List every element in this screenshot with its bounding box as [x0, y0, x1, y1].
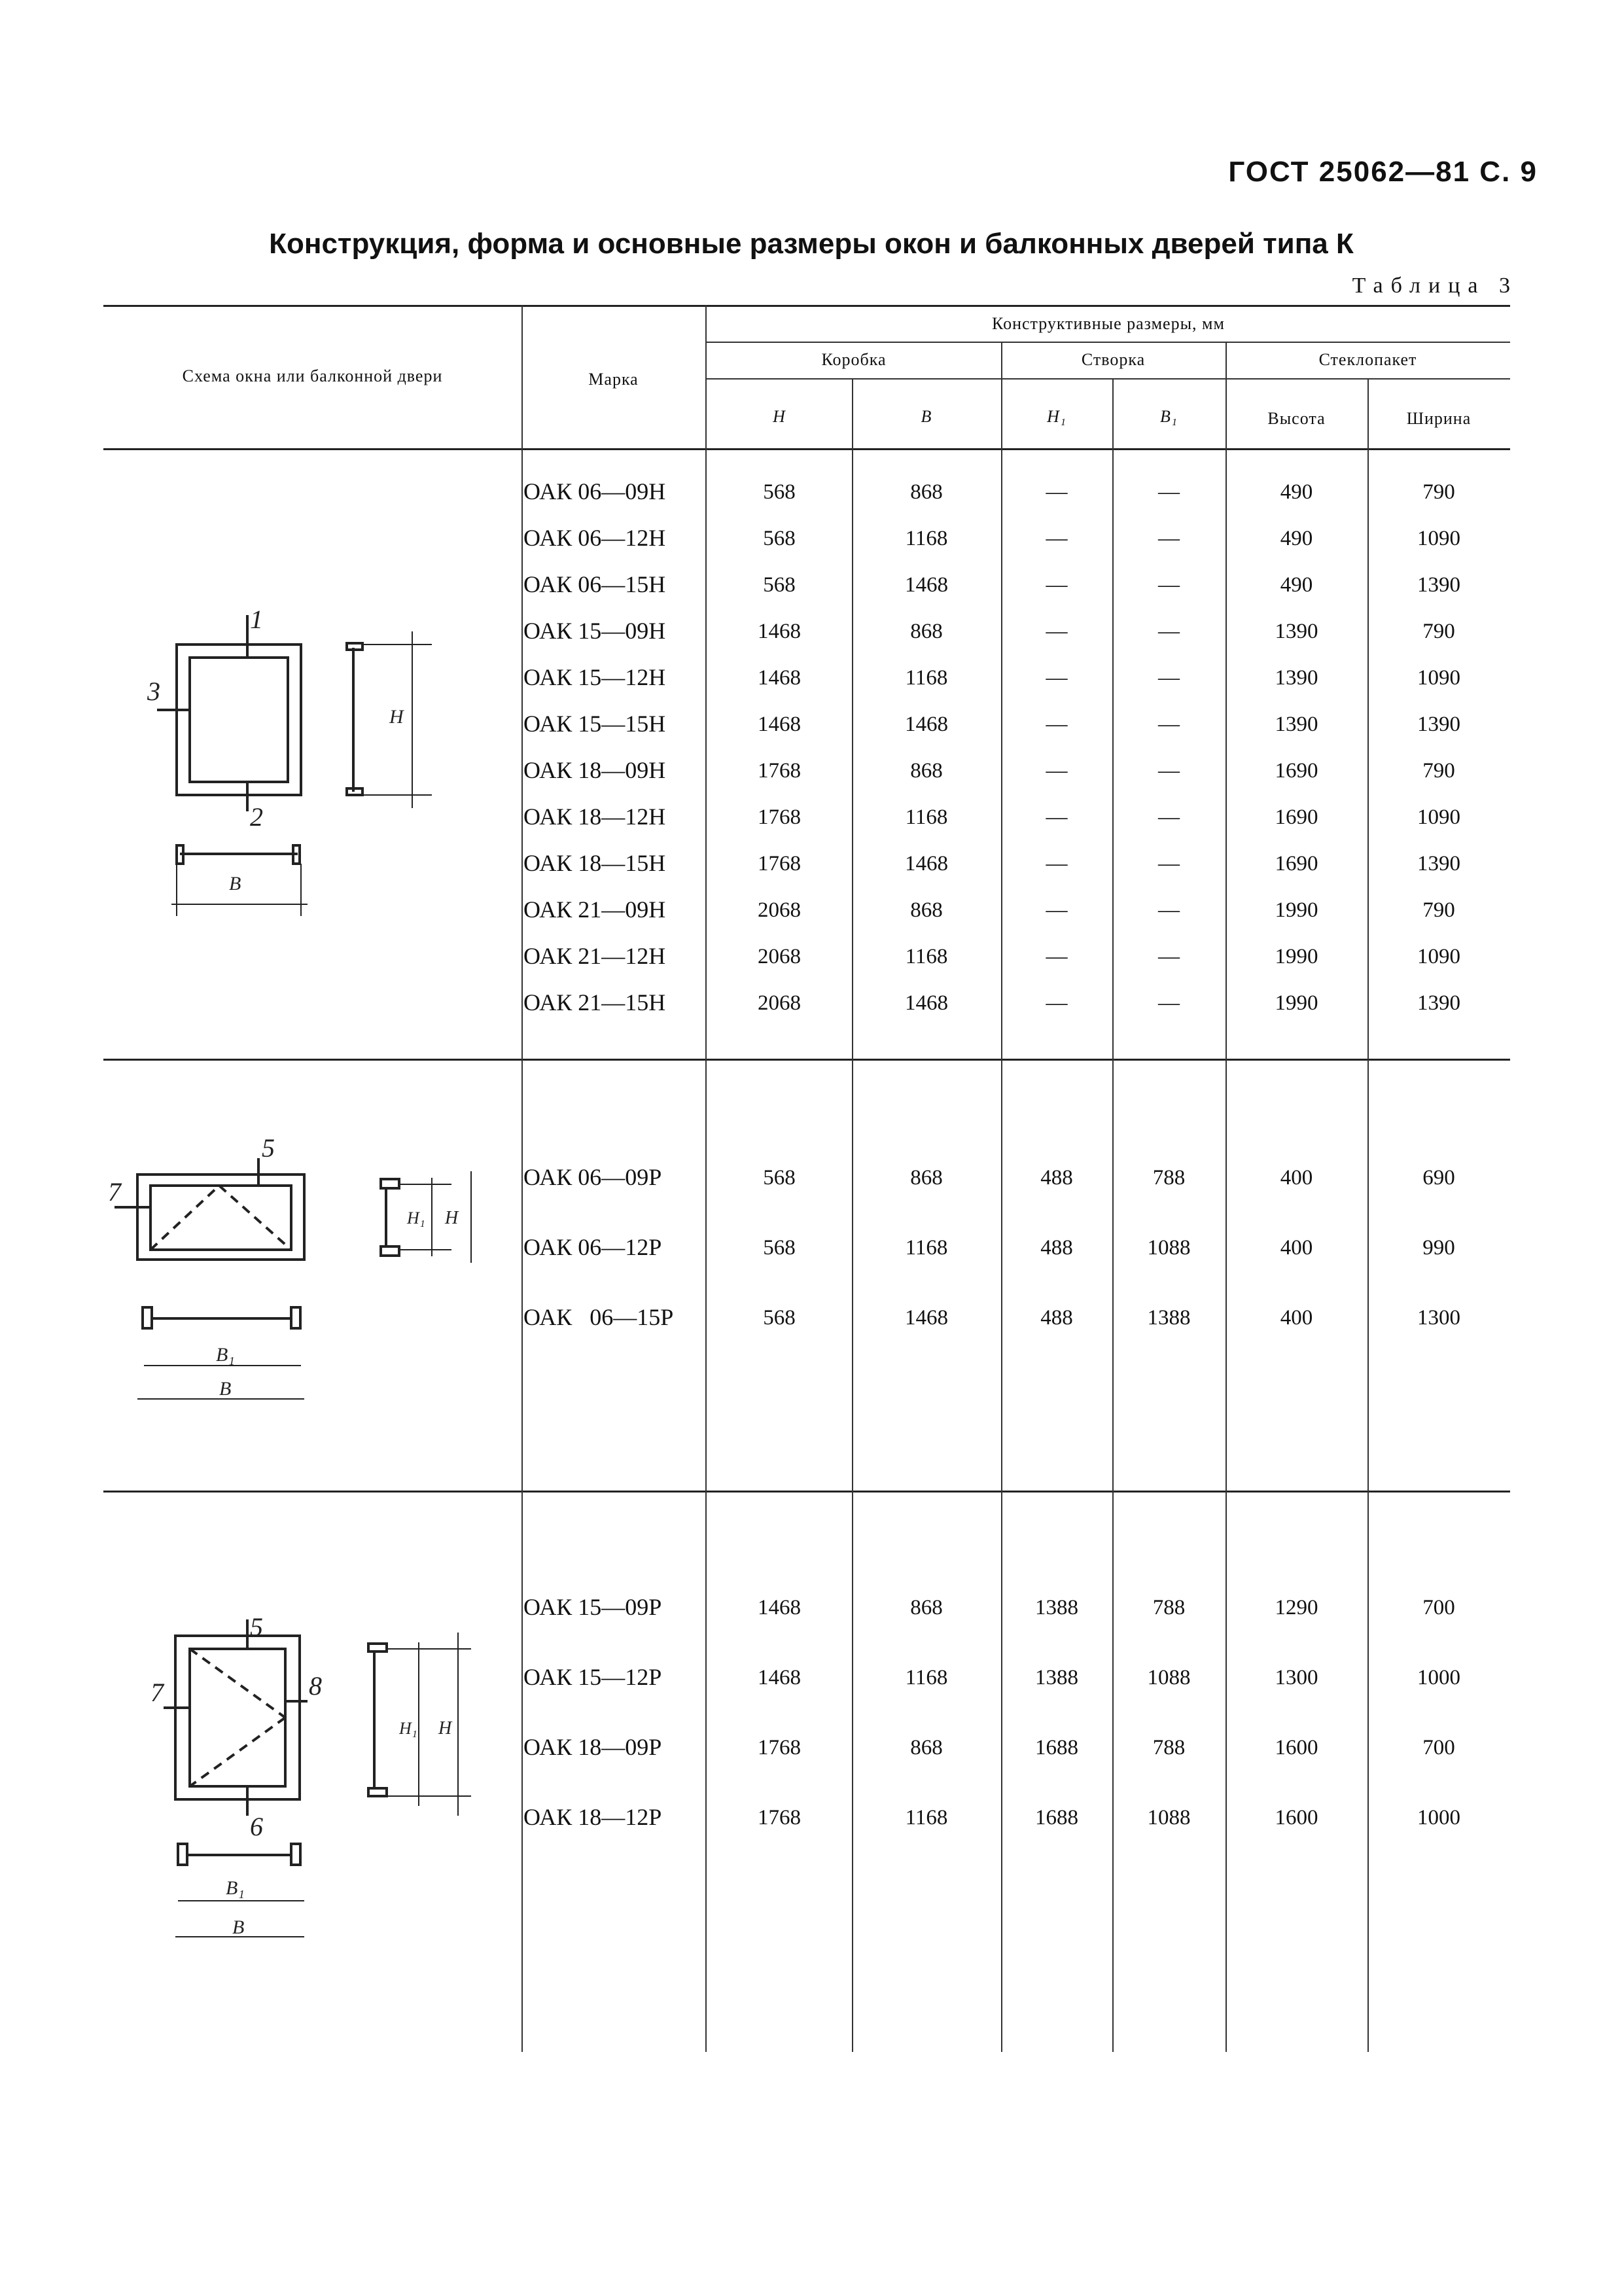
cell-h1: — — [1046, 713, 1068, 736]
cell-h: 1768 — [758, 852, 801, 875]
cell-shirina: 790 — [1422, 898, 1455, 922]
cell-shirina: 700 — [1422, 1736, 1455, 1759]
cell-vysota: 1990 — [1275, 991, 1318, 1015]
cell-b1: 1088 — [1147, 1666, 1191, 1689]
scheme2-label-b1: B₁ — [216, 1344, 235, 1366]
cell-b1: — — [1158, 852, 1180, 875]
cell-vysota: 1300 — [1275, 1666, 1318, 1689]
scheme2-label-5: 5 — [262, 1133, 275, 1163]
cell-shirina: 1390 — [1417, 991, 1460, 1015]
cell-b: 1168 — [905, 527, 948, 550]
cell-b1: — — [1158, 480, 1180, 504]
scheme2-label-7: 7 — [108, 1177, 121, 1207]
cell-h: 1768 — [758, 1806, 801, 1829]
scheme3-label-6: 6 — [250, 1812, 263, 1841]
header-vysota: Высота — [1267, 409, 1326, 428]
cell-shirina: 690 — [1422, 1166, 1455, 1190]
cell-b: 868 — [910, 898, 943, 922]
cell-vysota: 400 — [1280, 1236, 1313, 1260]
marka-cell: ОАК 18—12Н — [523, 804, 666, 830]
scheme1-label-3: 3 — [147, 677, 160, 706]
marka-cell: ОАК 18—12Р — [523, 1804, 662, 1830]
cell-h: 1468 — [758, 1666, 801, 1689]
cell-vysota: 1600 — [1275, 1736, 1318, 1759]
marka-cell: ОАК 06—15Н — [523, 571, 666, 597]
cell-vysota: 400 — [1280, 1306, 1313, 1330]
marka-cell: ОАК 06—12Н — [523, 525, 666, 551]
cell-h1: — — [1046, 480, 1068, 504]
cell-h1: — — [1046, 527, 1068, 550]
cell-h: 1468 — [758, 713, 801, 736]
cell-vysota: 1390 — [1275, 666, 1318, 690]
cell-h: 568 — [763, 1306, 796, 1330]
scheme2-label-h: H — [445, 1208, 459, 1228]
cell-shirina: 700 — [1422, 1596, 1455, 1619]
cell-b: 868 — [910, 620, 943, 643]
cell-b1: 1388 — [1147, 1306, 1191, 1330]
cell-h1: — — [1046, 805, 1068, 829]
cell-h: 568 — [763, 480, 796, 504]
marka-cell: ОАК 06—12Р — [523, 1234, 662, 1260]
scheme1-label-2: 2 — [250, 802, 263, 832]
cell-h1: 488 — [1040, 1236, 1073, 1260]
cell-h: 568 — [763, 1236, 796, 1260]
marka-cell: ОАК 15—09Р — [523, 1594, 662, 1620]
page-title: Конструкция, форма и основные размеры окон и балконных дверей типа К — [269, 228, 1354, 260]
cell-h1: — — [1046, 666, 1068, 690]
scheme3-label-5: 5 — [250, 1612, 263, 1642]
cell-b: 1168 — [905, 666, 948, 690]
cell-shirina: 1390 — [1417, 713, 1460, 736]
scheme3-label-h: H — [438, 1718, 452, 1739]
scheme-3-frame — [164, 1619, 471, 1937]
marka-cell: ОАК 15—12Н — [523, 664, 666, 690]
cell-b1: 788 — [1152, 1736, 1186, 1759]
cell-b1: — — [1158, 759, 1180, 783]
cell-b: 1468 — [905, 573, 948, 597]
cell-shirina: 1090 — [1417, 666, 1460, 690]
cell-h1: — — [1046, 573, 1068, 597]
cell-h1: 1688 — [1035, 1806, 1078, 1829]
cell-b: 1468 — [905, 991, 948, 1015]
cell-b: 1468 — [905, 1306, 948, 1330]
cell-b1: 788 — [1152, 1166, 1186, 1190]
scheme1-label-b: B — [229, 873, 241, 894]
cell-h: 2068 — [758, 991, 801, 1015]
cell-b1: — — [1158, 527, 1180, 550]
cell-b1: — — [1158, 573, 1180, 597]
cell-vysota: 1690 — [1275, 805, 1318, 829]
scheme3-label-b: B — [232, 1916, 245, 1938]
header-stvorka: Створка — [1081, 350, 1146, 369]
cell-b: 868 — [910, 1596, 943, 1619]
cell-h: 1468 — [758, 1596, 801, 1619]
cell-b: 1468 — [905, 713, 948, 736]
cell-shirina: 790 — [1422, 759, 1455, 783]
scheme1-label-1: 1 — [250, 605, 263, 634]
cell-shirina: 1390 — [1417, 573, 1460, 597]
scheme-2-frame — [115, 1158, 471, 1399]
marka-cell: ОАК 18—09Р — [523, 1734, 662, 1760]
cell-h1: 1688 — [1035, 1736, 1078, 1759]
cell-b: 1168 — [905, 1806, 948, 1829]
cell-h1: 488 — [1040, 1166, 1073, 1190]
cell-shirina: 1300 — [1417, 1306, 1460, 1330]
marka-cell: ОАК 18—09Н — [523, 757, 666, 783]
cell-h: 2068 — [758, 898, 801, 922]
scheme2-label-b: B — [219, 1378, 232, 1400]
cell-h1: 1388 — [1035, 1596, 1078, 1619]
cell-h1: — — [1046, 991, 1068, 1015]
cell-shirina: 990 — [1422, 1236, 1455, 1260]
cell-b: 868 — [910, 1166, 943, 1190]
scheme2-label-h1: H₁ — [407, 1209, 425, 1227]
scheme3-label-7: 7 — [150, 1678, 164, 1707]
cell-shirina: 1090 — [1417, 945, 1460, 968]
marka-cell: ОАК 06—15Р — [523, 1304, 674, 1330]
cell-shirina: 1090 — [1417, 805, 1460, 829]
cell-h1: 488 — [1040, 1306, 1073, 1330]
marka-cell: ОАК 21—12Н — [523, 943, 666, 969]
marka-cell: ОАК 15—09Н — [523, 618, 666, 644]
cell-shirina: 1000 — [1417, 1806, 1460, 1829]
cell-shirina: 1090 — [1417, 527, 1460, 550]
cell-b1: 1088 — [1147, 1236, 1191, 1260]
cell-vysota: 490 — [1280, 573, 1313, 597]
header-scheme: Схема окна или балконной двери — [182, 366, 443, 385]
cell-b1: — — [1158, 898, 1180, 922]
cell-h: 568 — [763, 527, 796, 550]
header-korobka: Коробка — [821, 350, 887, 369]
header-b: B — [921, 407, 932, 426]
cell-shirina: 1000 — [1417, 1666, 1460, 1689]
cell-shirina: 1390 — [1417, 852, 1460, 875]
cell-vysota: 1690 — [1275, 852, 1318, 875]
cell-h1: — — [1046, 898, 1068, 922]
cell-b1: 1088 — [1147, 1806, 1191, 1829]
header-b1: B₁ — [1160, 407, 1178, 426]
cell-b1: — — [1158, 620, 1180, 643]
cell-b1: 788 — [1152, 1596, 1186, 1619]
cell-vysota: 1990 — [1275, 898, 1318, 922]
scheme3-label-h1: H₁ — [399, 1719, 417, 1738]
marka-cell: ОАК 21—15Н — [523, 989, 666, 1016]
cell-vysota: 490 — [1280, 527, 1313, 550]
cell-b: 1168 — [905, 805, 948, 829]
cell-h: 1768 — [758, 759, 801, 783]
cell-h: 568 — [763, 1166, 796, 1190]
cell-b1: — — [1158, 991, 1180, 1015]
cell-shirina: 790 — [1422, 480, 1455, 504]
cell-b: 868 — [910, 480, 943, 504]
cell-h1: — — [1046, 620, 1068, 643]
scheme-1-frame — [157, 615, 432, 916]
marka-cell: ОАК 06—09Н — [523, 478, 666, 504]
cell-shirina: 790 — [1422, 620, 1455, 643]
cell-h: 568 — [763, 573, 796, 597]
cell-b: 1168 — [905, 1666, 948, 1689]
cell-vysota: 490 — [1280, 480, 1313, 504]
cell-h: 1468 — [758, 666, 801, 690]
cell-vysota: 1390 — [1275, 620, 1318, 643]
cell-vysota: 1600 — [1275, 1806, 1318, 1829]
cell-h: 1468 — [758, 620, 801, 643]
cell-b: 868 — [910, 759, 943, 783]
cell-b: 1468 — [905, 852, 948, 875]
header-h: H — [773, 407, 786, 426]
cell-vysota: 1690 — [1275, 759, 1318, 783]
marka-cell: ОАК 21—09Н — [523, 896, 666, 923]
cell-h1: — — [1046, 945, 1068, 968]
header-shirina: Ширина — [1406, 409, 1472, 428]
cell-h: 1768 — [758, 805, 801, 829]
scheme3-label-8: 8 — [309, 1671, 322, 1701]
cell-vysota: 1990 — [1275, 945, 1318, 968]
cell-vysota: 1390 — [1275, 713, 1318, 736]
scheme3-label-b1: B₁ — [226, 1877, 245, 1899]
cell-b1: — — [1158, 805, 1180, 829]
marka-cell: ОАК 06—09Р — [523, 1164, 662, 1190]
cell-h1: — — [1046, 759, 1068, 783]
cell-vysota: 1290 — [1275, 1596, 1318, 1619]
cell-h: 2068 — [758, 945, 801, 968]
cell-h1: — — [1046, 852, 1068, 875]
cell-b1: — — [1158, 713, 1180, 736]
header-marka: Марка — [588, 370, 639, 389]
cell-b1: — — [1158, 666, 1180, 690]
header-h1: H₁ — [1047, 407, 1067, 426]
cell-h1: 1388 — [1035, 1666, 1078, 1689]
header-constructive: Конструктивные размеры, мм — [992, 314, 1225, 333]
cell-vysota: 400 — [1280, 1166, 1313, 1190]
cell-h: 1768 — [758, 1736, 801, 1759]
cell-b: 1168 — [905, 1236, 948, 1260]
marka-cell: ОАК 18—15Н — [523, 850, 666, 876]
cell-b: 868 — [910, 1736, 943, 1759]
document-reference: ГОСТ 25062—81 С. 9 — [1228, 156, 1538, 188]
cell-b1: — — [1158, 945, 1180, 968]
scheme1-label-h: H — [389, 706, 404, 728]
cell-b: 1168 — [905, 945, 948, 968]
table-number: Таблица 3 — [1352, 274, 1518, 298]
marka-cell: ОАК 15—15Н — [523, 711, 666, 737]
header-steklopaket: Стеклопакет — [1318, 350, 1417, 369]
marka-cell: ОАК 15—12Р — [523, 1664, 662, 1690]
